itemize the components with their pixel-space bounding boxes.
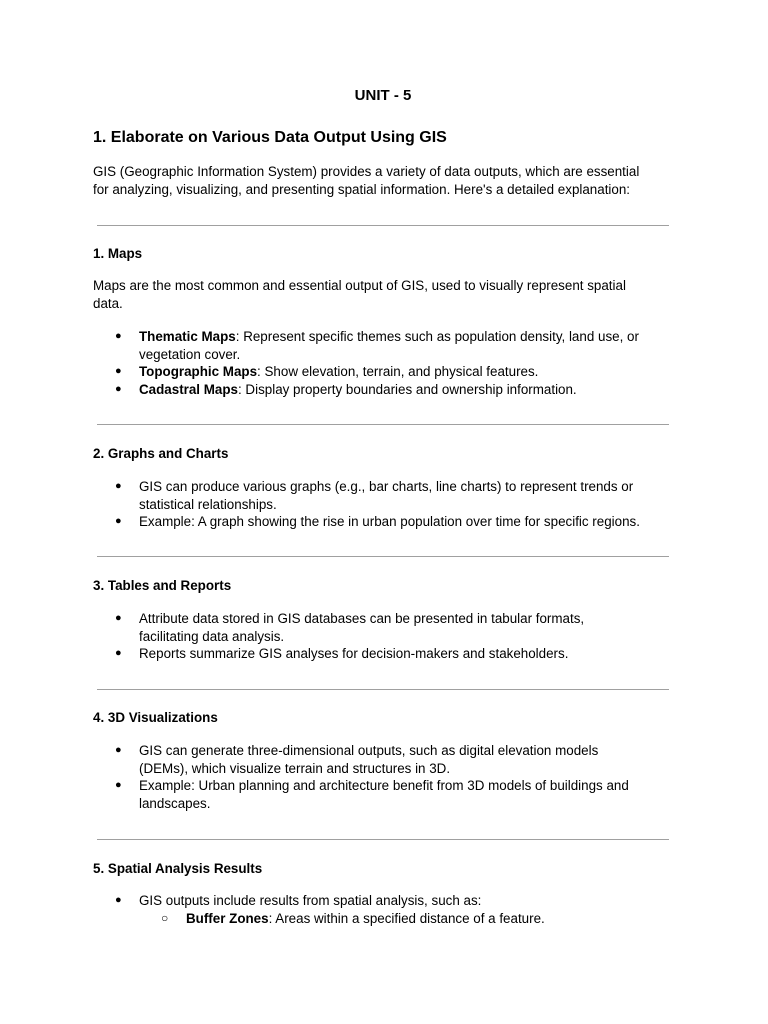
section-heading-maps: 1. Maps (93, 246, 143, 261)
bullet-icon: ● (115, 515, 122, 528)
intro-paragraph (93, 163, 673, 199)
unit-title: UNIT - 5 (354, 87, 412, 104)
sub-list-item-text: : Areas within a specified distance of a feature. (268, 910, 545, 926)
list-item-text: Example: A graph showing the rise in urban population over time for specific regions. (139, 514, 640, 530)
bullet-icon: ● (115, 612, 122, 624)
bullet-icon: ● (115, 744, 122, 756)
list-item-text: GIS can produce various graphs (e.g., bar charts, line charts) to represent trends or (139, 479, 634, 494)
section-heading-3d-visualizations: 4. 3D Visualizations (93, 710, 218, 725)
bullet-icon: ● (115, 330, 122, 342)
horizontal-rule (97, 424, 669, 425)
list-item (93, 381, 673, 399)
bullet-icon: ● (115, 365, 122, 378)
sub-list-item (139, 910, 673, 928)
list-item (93, 513, 673, 531)
section-heading-graphs-and-charts: 2. Graphs and Charts (93, 446, 229, 461)
list-item-text: GIS can generate three-dimensional outputs, such as digital elevation models (139, 743, 599, 758)
question-title: 1. Elaborate on Various Data Output Using GIS (93, 129, 447, 146)
list-item-text: Example: Urban planning and architecture benefit from 3D models of buildings and (139, 778, 629, 794)
list-item-continuation: landscapes. (139, 795, 211, 811)
bullet-icon: ● (115, 480, 122, 492)
list-item-bold: Thematic Maps (139, 329, 236, 344)
visualizations-list (93, 742, 673, 812)
list-item (93, 610, 673, 645)
list-item-bold: Topographic Maps (139, 364, 258, 380)
maps-paragraph-line-2: data. (93, 296, 123, 311)
bullet-icon: ● (115, 382, 122, 395)
maps-paragraph (93, 277, 673, 313)
tables-list (93, 610, 673, 663)
list-item (93, 328, 673, 363)
maps-paragraph-line-1: Maps are the most common and essential output of GIS, used to visually represent spatial (93, 278, 626, 293)
list-item (93, 742, 673, 777)
hollow-bullet-icon: ○ (161, 910, 169, 925)
list-item-text: : Show elevation, terrain, and physical features. (257, 364, 539, 380)
spatial-analysis-sublist (139, 910, 673, 928)
bullet-icon: ● (115, 894, 122, 906)
list-item-continuation: (DEMs), which visualize terrain and structures in 3D. (139, 760, 451, 776)
intro-line-2: for analyzing, visualizing, and presenting spatial information. Here's a detailed explanation: (93, 182, 631, 197)
list-item-text: Attribute data stored in GIS databases can be presented in tabular formats, (139, 611, 585, 626)
list-item (93, 892, 673, 927)
horizontal-rule (97, 225, 669, 226)
list-item-text: : Represent specific themes such as population density, land use, or (235, 329, 639, 344)
maps-list (93, 328, 673, 398)
intro-line-1: GIS (Geographic Information System) provides a variety of data outputs, which are essential (93, 164, 640, 179)
horizontal-rule (97, 556, 669, 557)
bullet-icon: ● (115, 779, 122, 792)
list-item (93, 478, 673, 513)
sub-list-item-bold: Buffer Zones (186, 910, 269, 926)
graphs-list (93, 478, 673, 531)
section-heading-spatial-analysis-results: 5. Spatial Analysis Results (93, 861, 263, 876)
horizontal-rule (97, 839, 669, 840)
list-item (93, 363, 673, 381)
horizontal-rule (97, 689, 669, 690)
list-item-continuation: statistical relationships. (139, 496, 277, 512)
list-item-bold: Cadastral Maps (139, 381, 238, 397)
list-item (93, 645, 673, 663)
list-item (93, 777, 673, 812)
section-heading-tables-and-reports: 3. Tables and Reports (93, 578, 232, 593)
list-item-text: : Display property boundaries and ownership information. (237, 381, 577, 397)
list-item-continuation: facilitating data analysis. (139, 628, 285, 644)
spatial-analysis-list (93, 892, 673, 927)
bullet-icon: ● (115, 647, 122, 660)
list-item-text: GIS outputs include results from spatial analysis, such as: (139, 893, 482, 908)
list-item-text: Reports summarize GIS analyses for decision-makers and stakeholders. (139, 646, 569, 662)
list-item-continuation: vegetation cover. (139, 346, 241, 362)
